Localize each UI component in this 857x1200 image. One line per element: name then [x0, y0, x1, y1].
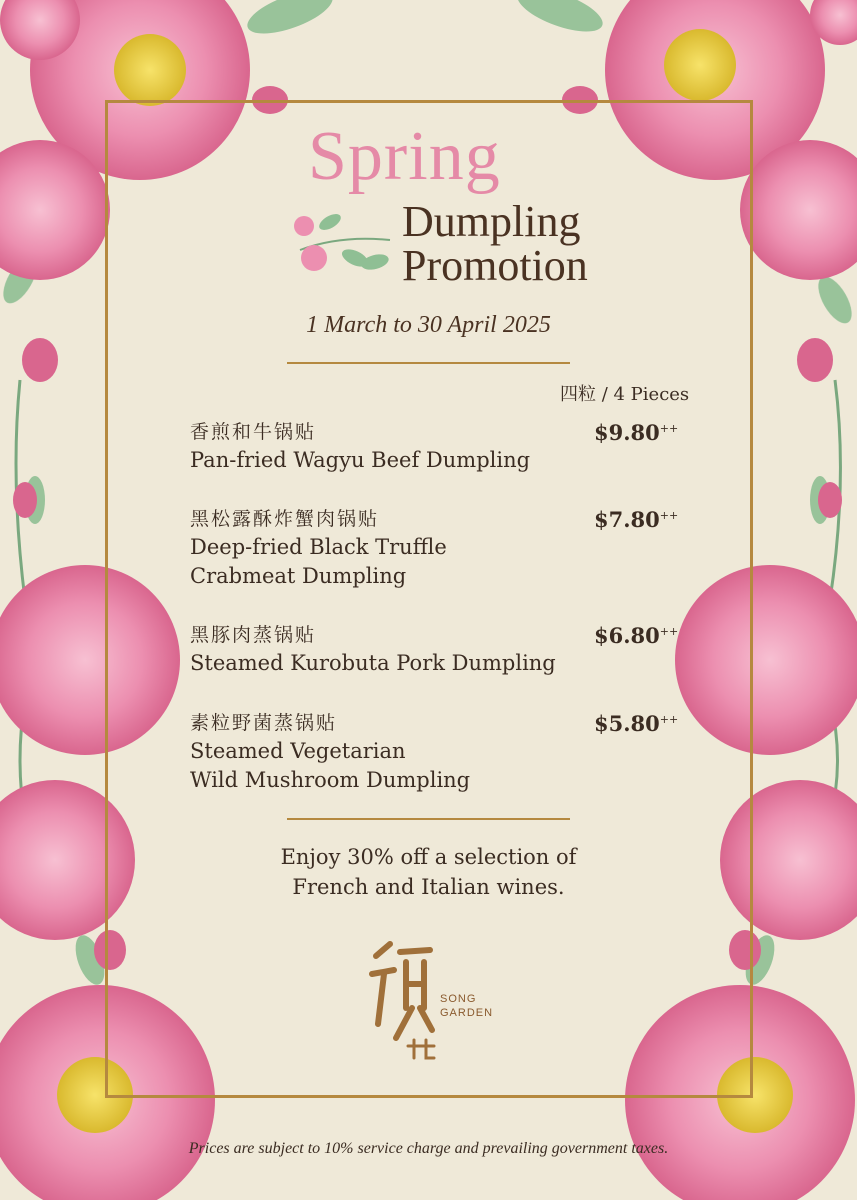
footnote: Prices are subject to 10% service charge and prevailing government taxes. [188, 1140, 669, 1157]
item-english-name-line2: Crabmeat Dumpling [190, 564, 407, 588]
price-suffix: ++ [659, 713, 679, 726]
price-suffix: ++ [659, 422, 679, 435]
item-chinese-name: 黑豚肉蒸锅贴 [190, 624, 317, 646]
title-promotion: Promotion [402, 241, 588, 290]
item-chinese-name: 黑松露酥炸蟹肉锅贴 [190, 508, 380, 530]
price-value: $9.80 [594, 420, 660, 445]
offer-line-2: French and Italian wines. [292, 875, 565, 899]
price-value: $5.80 [594, 711, 660, 736]
song-garden-logo [368, 934, 438, 1064]
logo-wordmark [440, 992, 493, 1020]
item-chinese-name: 素粒野菌蒸锅贴 [190, 712, 338, 734]
logo-text-line-1: SONG [440, 993, 477, 1005]
offer-line-1: Enjoy 30% off a selection of [280, 845, 577, 869]
price-suffix: ++ [659, 509, 679, 522]
item-english-name-line2: Wild Mushroom Dumpling [190, 768, 471, 792]
promotion-dates: 1 March to 30 April 2025 [306, 312, 551, 338]
price-value: $7.80 [594, 507, 660, 532]
item-chinese-name: 香煎和牛锅贴 [190, 421, 317, 443]
item-price [594, 507, 678, 532]
wine-offer [0, 842, 857, 902]
pieces-label: 四粒 / 4 Pieces [560, 384, 690, 405]
item-price [594, 623, 678, 648]
item-price [594, 711, 678, 736]
item-english-name: Pan-fried Wagyu Beef Dumpling [190, 448, 531, 472]
logo-text-line-2: GARDEN [440, 1007, 494, 1019]
item-english-name: Steamed Kurobuta Pork Dumpling [190, 651, 556, 675]
item-english-name: Deep-fried Black Truffle [190, 535, 447, 559]
item-english-name: Steamed Vegetarian [190, 739, 406, 763]
divider-bottom [287, 818, 570, 820]
divider-top [287, 362, 570, 364]
price-value: $6.80 [594, 623, 660, 648]
title-spring: Spring [308, 118, 501, 195]
title-dumpling: Dumpling [402, 197, 581, 246]
item-price [594, 420, 678, 445]
price-suffix: ++ [659, 625, 679, 638]
